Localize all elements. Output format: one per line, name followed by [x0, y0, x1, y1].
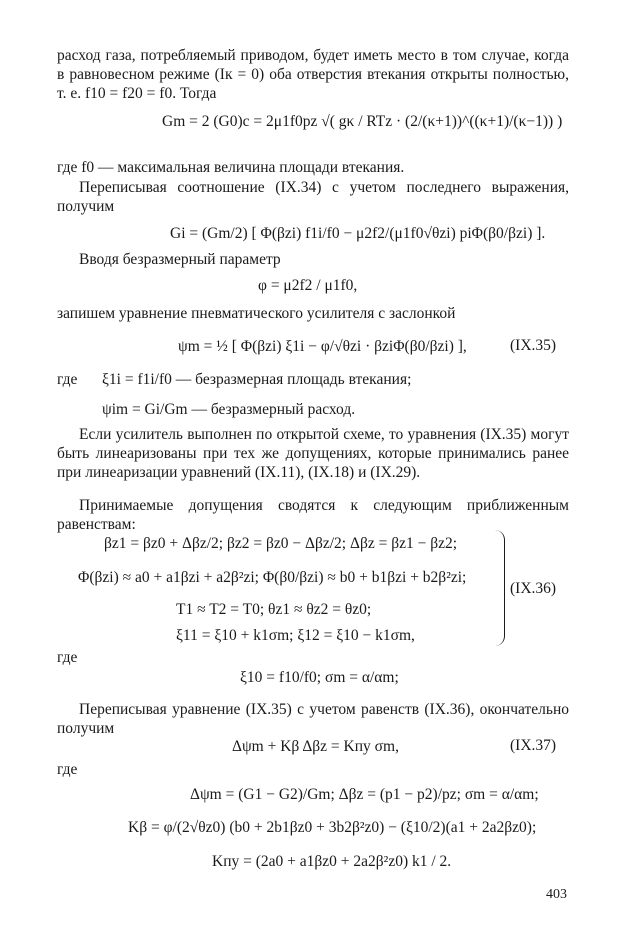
equation-number-ix37: (IX.37) — [510, 737, 557, 754]
where-label-1: где — [57, 371, 78, 388]
system-line-1: βz1 = βz0 + Δβz/2; βz2 = βz0 − Δβz/2; Δβz = βz1 − βz2; — [104, 535, 458, 552]
where-label-2: где — [57, 649, 78, 666]
paragraph-7: Принимаемые допущения сводятся к следующим приближенным равенствам: — [57, 497, 569, 533]
paragraph-4: Вводя безразмерный параметр — [79, 251, 281, 268]
page-number: 403 — [546, 887, 567, 902]
paragraph-3: Переписывая соотношение (IX.34) с учетом последнего выражения, получим — [57, 179, 569, 215]
system-line-4: ξ11 = ξ10 + k1σm; ξ12 = ξ10 − k1σm, — [176, 627, 415, 644]
where-definition-xi: ξ1i = f1i/f0 — безразмерная площадь втекания; — [102, 371, 412, 388]
where-definition-psi: ψim = Gi/Gm — безразмерный расход. — [102, 401, 356, 418]
equation-gm: Gm = 2 (G0)c = 2μ1f0pz √( gκ / RTz · (2/(κ+1))^((κ+1)/(κ−1)) ) — [162, 113, 563, 130]
paragraph-2: где f0 — максимальная величина площади втекания. — [57, 159, 405, 176]
definition-k-beta: Kβ = φ/(2√θz0) (b0 + 2b1βz0 + 3b2β²z0) − (ξ10/2)(a1 + 2a2βz0); — [128, 819, 537, 836]
system-line-2: Φ(βzi) ≈ a0 + a1βzi + a2β²zi; Φ(β0/βzi) ≈ b0 + b1βzi + b2β²zi; — [78, 569, 467, 586]
definition-k-pu: Kпу = (2a0 + a1βz0 + 2a2β²z0) k1 / 2. — [212, 853, 452, 870]
paragraph-8: Переписывая уравнение (IX.35) с учетом равенств (IX.36), окончательно получим — [57, 701, 569, 737]
definition-delta-psi: Δψm = (G1 − G2)/Gm; Δβz = (p1 − p2)/pz; σm = α/αm; — [190, 786, 539, 803]
paragraph-1: расход газа, потребляемый приводом, будет иметь место в том случае, когда в равновесном режиме (Iк = 0) оба отверстия втекания открыты полностью, т. е. f10 = f20 = f0. Тогда — [57, 47, 569, 102]
equation-xi10-sigma: ξ10 = f10/f0; σm = α/αm; — [240, 669, 399, 686]
where-label-3: где — [57, 761, 78, 778]
equation-gi: Gi = (Gm/2) [ Φ(βzi) f1i/f0 − μ2f2/(μ1f0√θzi) piΦ(β0/βzi) ]. — [170, 225, 546, 242]
equation-linearized: Δψm + Kβ Δβz = Kпу σm, — [232, 738, 399, 755]
equation-number-ix35: (IX.35) — [510, 337, 557, 354]
paragraph-6: Если усилитель выполнен по открытой схеме, то уравнения (IX.35) могут быть линеаризованы при тех же допущениях, которые принимались ранее при линеаризации уравнений (IX.11), (IX.18) и (IX.29). — [57, 426, 569, 481]
system-line-3: T1 ≈ T2 = T0; θz1 ≈ θz2 = θz0; — [176, 601, 372, 618]
paragraph-5: запишем уравнение пневматического усилителя с заслонкой — [57, 305, 456, 322]
system-brace — [494, 530, 505, 646]
equation-psi: ψm = ½ [ Φ(βzi) ξ1i − φ/√θzi · βziΦ(β0/βzi) ], — [178, 338, 467, 355]
equation-phi: φ = μ2f2 / μ1f0, — [258, 277, 358, 294]
equation-number-ix36: (IX.36) — [510, 580, 557, 597]
